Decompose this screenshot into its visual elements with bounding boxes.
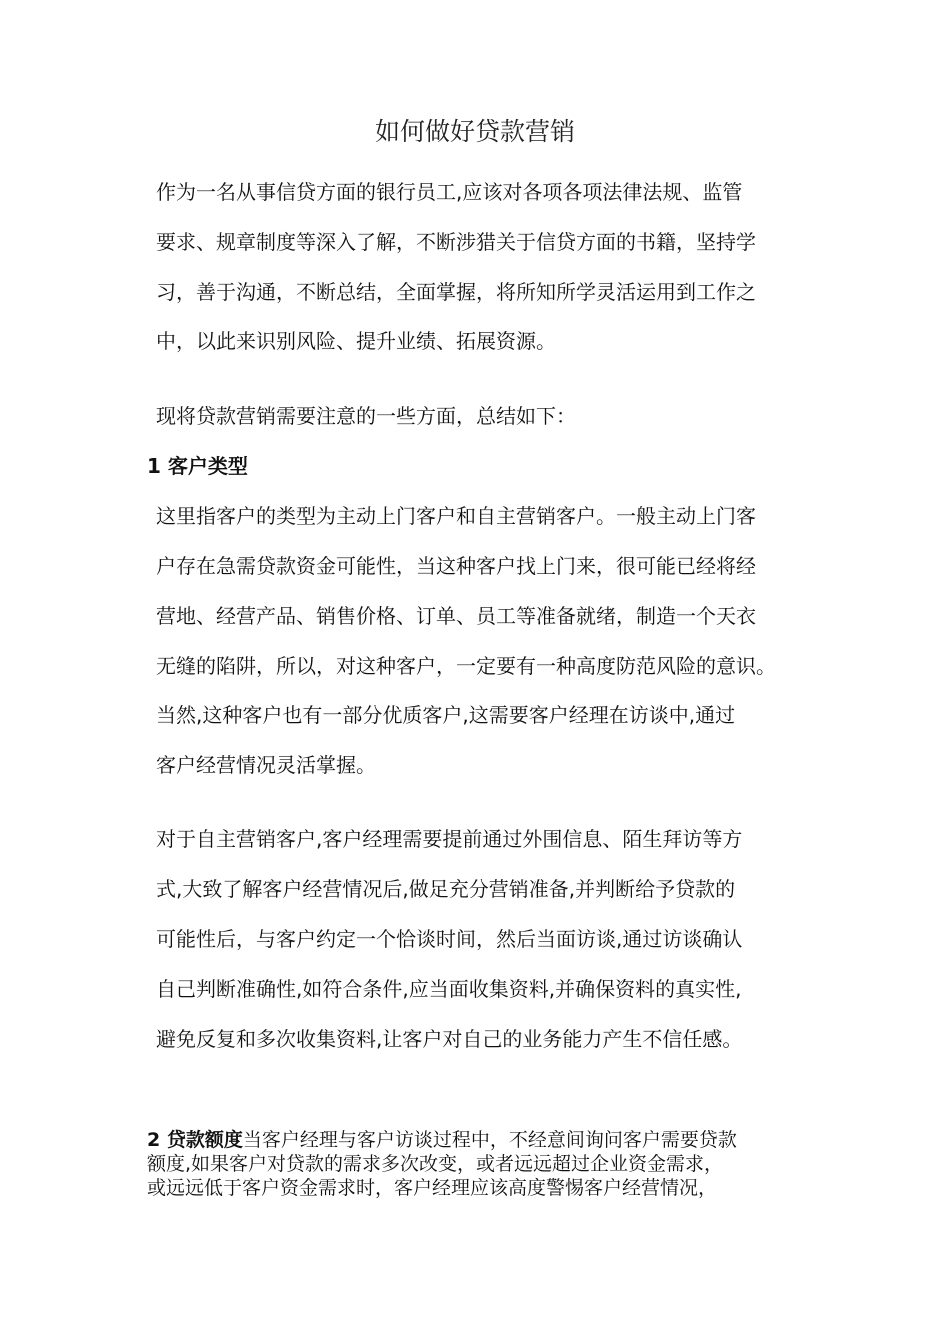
section2-line-3: 或远远低于客户资金需求时，客户经理应该高度警惕客户经营情况， (147, 1177, 718, 1199)
section1-para1-line-2: 户存在急需贷款资金可能性，当这种客户找上门来，很可能已经将经 (156, 554, 756, 578)
section1-para1-line-5: 当然,这种客户也有一部分优质客户,这需要客户经理在访谈中,通过 (156, 703, 736, 727)
section1-para2-line-3: 可能性后，与客户约定一个恰谈时间，然后当面访谈,通过访谈确认 (156, 927, 743, 951)
section2-heading: 2 贷款额度 (147, 1129, 243, 1151)
section1-para2-line-2: 式,大致了解客户经营情况后,做足充分营销准备,并判断给予贷款的 (156, 877, 736, 901)
section2-first-line (147, 1128, 737, 1152)
section1-para1-line-6: 客户经营情况灵活掌握。 (156, 753, 376, 777)
section1-heading: 1 客户类型 (147, 454, 248, 478)
section1-para2-line-5: 避免反复和多次收集资料,让客户对自己的业务能力产生不信任感。 (156, 1027, 743, 1051)
intro-line-4: 中，以此来识别风险、提升业绩、拓展资源。 (156, 329, 556, 353)
section2-line-2: 额度,如果客户对贷款的需求多次改变，或者远远超过企业资金需求， (147, 1153, 724, 1175)
intro-line-2: 要求、规章制度等深入了解，不断涉猎关于信贷方面的书籍，坚持学 (156, 230, 756, 254)
intro-line-1: 作为一名从事信贷方面的银行员工,应该对各项各项法律法规、监管 (156, 180, 743, 204)
section1-para1-line-4: 无缝的陷阱，所以，对这种客户，一定要有一种高度防范风险的意识。 (156, 654, 776, 678)
summary-line: 现将贷款营销需要注意的一些方面，总结如下： (156, 404, 576, 428)
section1-para1-line-3: 营地、经营产品、销售价格、订单、员工等准备就绪，制造一个天衣 (156, 604, 756, 628)
section1-para2-line-1: 对于自主营销客户,客户经理需要提前通过外围信息、陌生拜访等方 (156, 827, 743, 851)
intro-line-3: 习，善于沟通，不断总结，全面掌握，将所知所学灵活运用到工作之 (156, 280, 756, 304)
section1-para2-line-4: 自己判断准确性,如符合条件,应当面收集资料,并确保资料的真实性, (156, 977, 742, 1001)
section2-first-line-text: 当客户经理与客户访谈过程中，不经意间询问客户需要贷款 (242, 1129, 737, 1151)
document-title: 如何做好贷款营销 (374, 117, 575, 146)
section1-para1-line-1: 这里指客户的类型为主动上门客户和自主营销客户。一般主动上门客 (156, 504, 756, 528)
